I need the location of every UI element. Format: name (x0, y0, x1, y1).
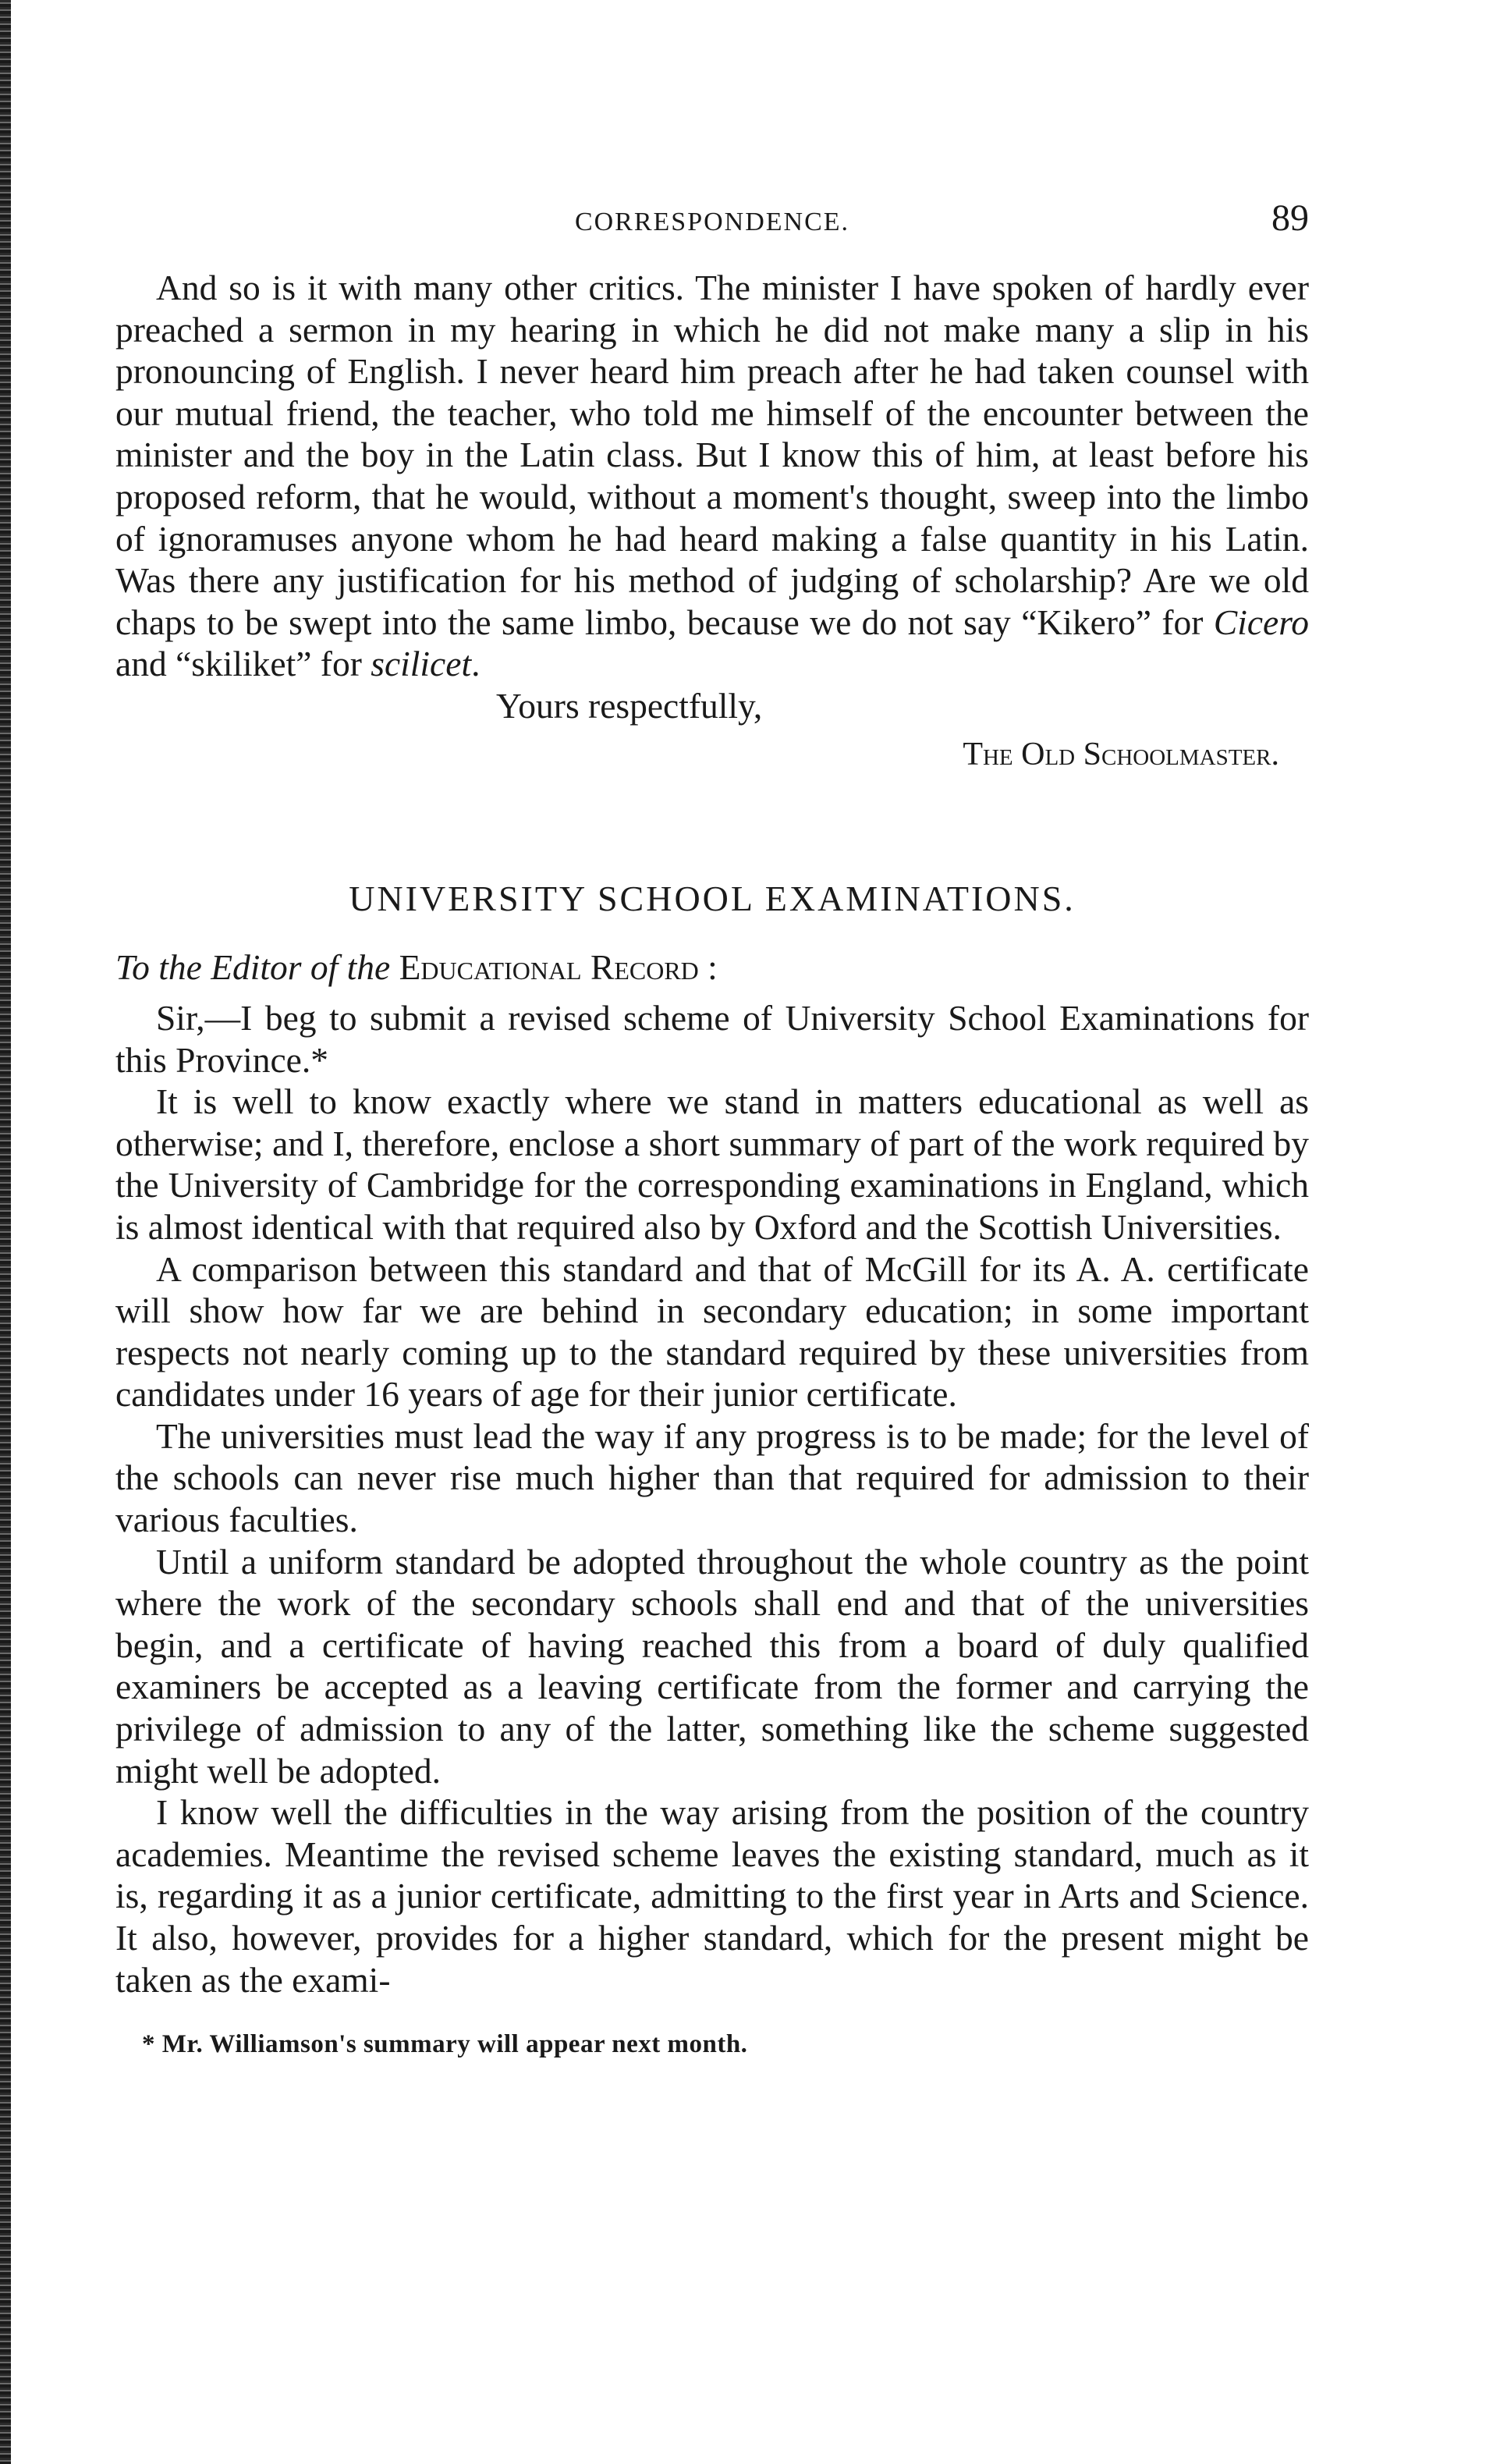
italic-cicero: Cicero (1213, 602, 1309, 642)
running-title: CORRESPONDENCE. (574, 208, 850, 236)
document-page (115, 195, 1309, 2059)
italic-scilicet: scilicet (371, 644, 472, 684)
letter-signoff (115, 684, 1309, 776)
page-number: 89 (1271, 197, 1309, 239)
addressee-record: Educational Record (399, 946, 699, 987)
section-paragraph: The universities must lead the way if any progress is to be made; for the level of the schools can never rise much higher than that required for admission to their various faculties. (115, 1415, 1309, 1540)
letter-paragraph (115, 267, 1309, 685)
page-binding-edge (0, 0, 11, 2464)
letter-text-part: and “skiliket” for (115, 644, 371, 684)
letter-text-part: And so is it with many other critics. The minister I have spoken of hardly ever preached a sermon in my hearing in which he did not make many a slip in his pronouncing of English. I never heard him preach after he had taken counsel with our mutual friend, the teacher, who told me himself of the encounter between the minister and the boy in the Latin class. But I know this of him, at least before his proposed reform, that he would, without a moment's thought, sweep into the limbo of ignoramuses anyone whom he had heard making a false quantity in his Latin. Was there any justification for his method of judging of scholarship? Are we old chaps to be swept into the same limbo, because we do not say “Kikero” for (115, 268, 1309, 642)
section-paragraph: A comparison between this standard and that of McGill for its A. A. certificate will show how far we are behind in secondary education; in some important respects not nearly coming up to the standard required by these universities from candidates under 16 years of age for their junior certificate. (115, 1248, 1309, 1415)
letter-closing: Yours respectfully, (496, 685, 763, 726)
addressee-colon: : (698, 946, 718, 987)
letter-text-end: . (471, 644, 481, 684)
section-paragraph: Sir,—I beg to submit a revised scheme of University School Examinations for this Province.* (115, 997, 1309, 1080)
section-body (115, 997, 1309, 2001)
addressee-italic: To the Editor of the (115, 946, 391, 987)
addressee-line (115, 946, 1309, 989)
letter-body (115, 267, 1309, 685)
letter-signature: The Old Schoolmaster. (963, 736, 1279, 772)
section-paragraph: I know well the difficulties in the way arising from the position of the country academies. Meantime the revised scheme leaves the existing standard, much as it is, regarding it as a junior certificate, admitting to the first year in Arts and Science. It also, however, provides for a higher standard, which for the present might be taken as the exami- (115, 1792, 1309, 2000)
footnote: * Mr. Williamson's summary will appear next month. (142, 2030, 748, 2059)
section-paragraph: It is well to know exactly where we stand in matters educational as well as otherwise; and I, therefore, enclose a short summary of part of the work required by the University of Cambridge for the corresponding examinations in England, which is almost identical with that required also by Oxford and the Scottish Universities. (115, 1081, 1309, 1247)
section-heading: UNIVERSITY SCHOOL EXAMINATIONS. (349, 878, 1076, 918)
running-header (115, 195, 1309, 250)
section-paragraph: Until a uniform standard be adopted throughout the whole country as the point where the work of the secondary schools shall end and that of the universities begin, and a certificate of having reached this from a board of duly qualified examiners be accepted as a leaving certificate from the former and carrying the privilege of admission to any of the latter, something like the scheme suggested might well be adopted. (115, 1541, 1309, 1791)
